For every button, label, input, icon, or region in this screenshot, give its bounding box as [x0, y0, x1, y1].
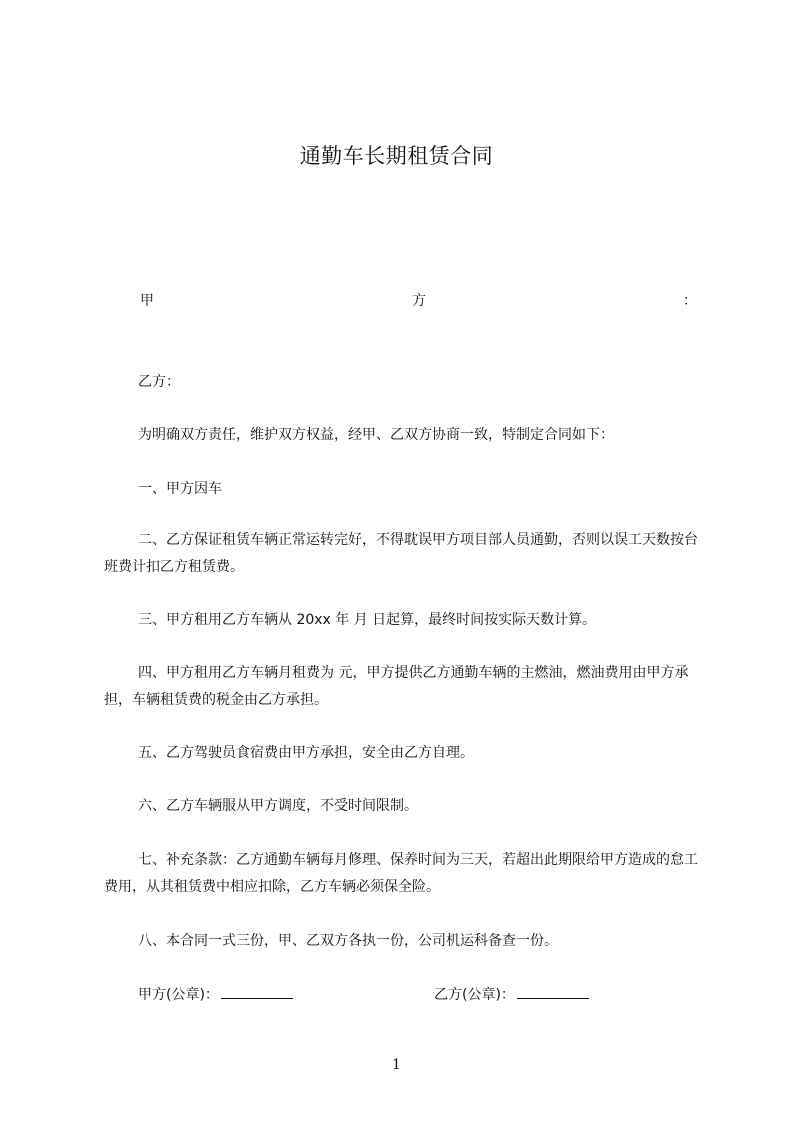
clause-5: 五、乙方驾驶员食宿费由甲方承担，安全由乙方自理。: [138, 745, 474, 761]
party-a-signature-blank: [221, 986, 293, 999]
party-a-signature-label: 甲方(公章)：: [138, 987, 219, 1003]
clause-8: 八、本合同一式三份，甲、乙双方各执一份，公司机运科备查一份。: [138, 933, 558, 949]
party-b-signature: [434, 986, 589, 1004]
clause-2: 二、乙方保证租赁车辆正常运转完好，不得耽误甲方项目部人员通勤，否则以误工天数按台班费计扣乙方租赁费。: [104, 532, 698, 575]
party-b-signature-label: 乙方(公章)：: [434, 987, 515, 1003]
clause-1: 一、甲方因车: [138, 481, 222, 497]
party-a-char1: 甲: [140, 293, 154, 309]
party-b-signature-blank: [517, 986, 589, 999]
clause-6: 六、乙方车辆服从甲方调度，不受时间限制。: [138, 798, 418, 814]
page-number: 1: [392, 1057, 401, 1073]
clause-3: 三、甲方租用乙方车辆从 20xx 年 月 日起算，最终时间按实际天数计算。: [138, 612, 597, 628]
party-a-colon: ：: [683, 293, 697, 309]
preamble: 为明确双方责任，维护双方权益，经甲、乙双方协商一致，特制定合同如下：: [138, 427, 614, 443]
party-a-char2: 方: [412, 293, 426, 309]
clause-7: 七、补充条款：乙方通勤车辆每月修理、保养时间为三天，若超出此期限给甲方造成的怠工费用，从其租赁费中相应扣除，乙方车辆必须保全险。: [104, 852, 698, 895]
document-title: 通勤车长期租赁合同: [299, 144, 494, 168]
party-b-line: 乙方：: [138, 374, 180, 390]
clause-4: 四、甲方租用乙方车辆月租费为 元，甲方提供乙方通勤车辆的主燃油，燃油费用由甲方承担，车辆租赁费的税金由乙方承担。: [104, 665, 689, 708]
party-a-signature: [138, 986, 293, 1004]
